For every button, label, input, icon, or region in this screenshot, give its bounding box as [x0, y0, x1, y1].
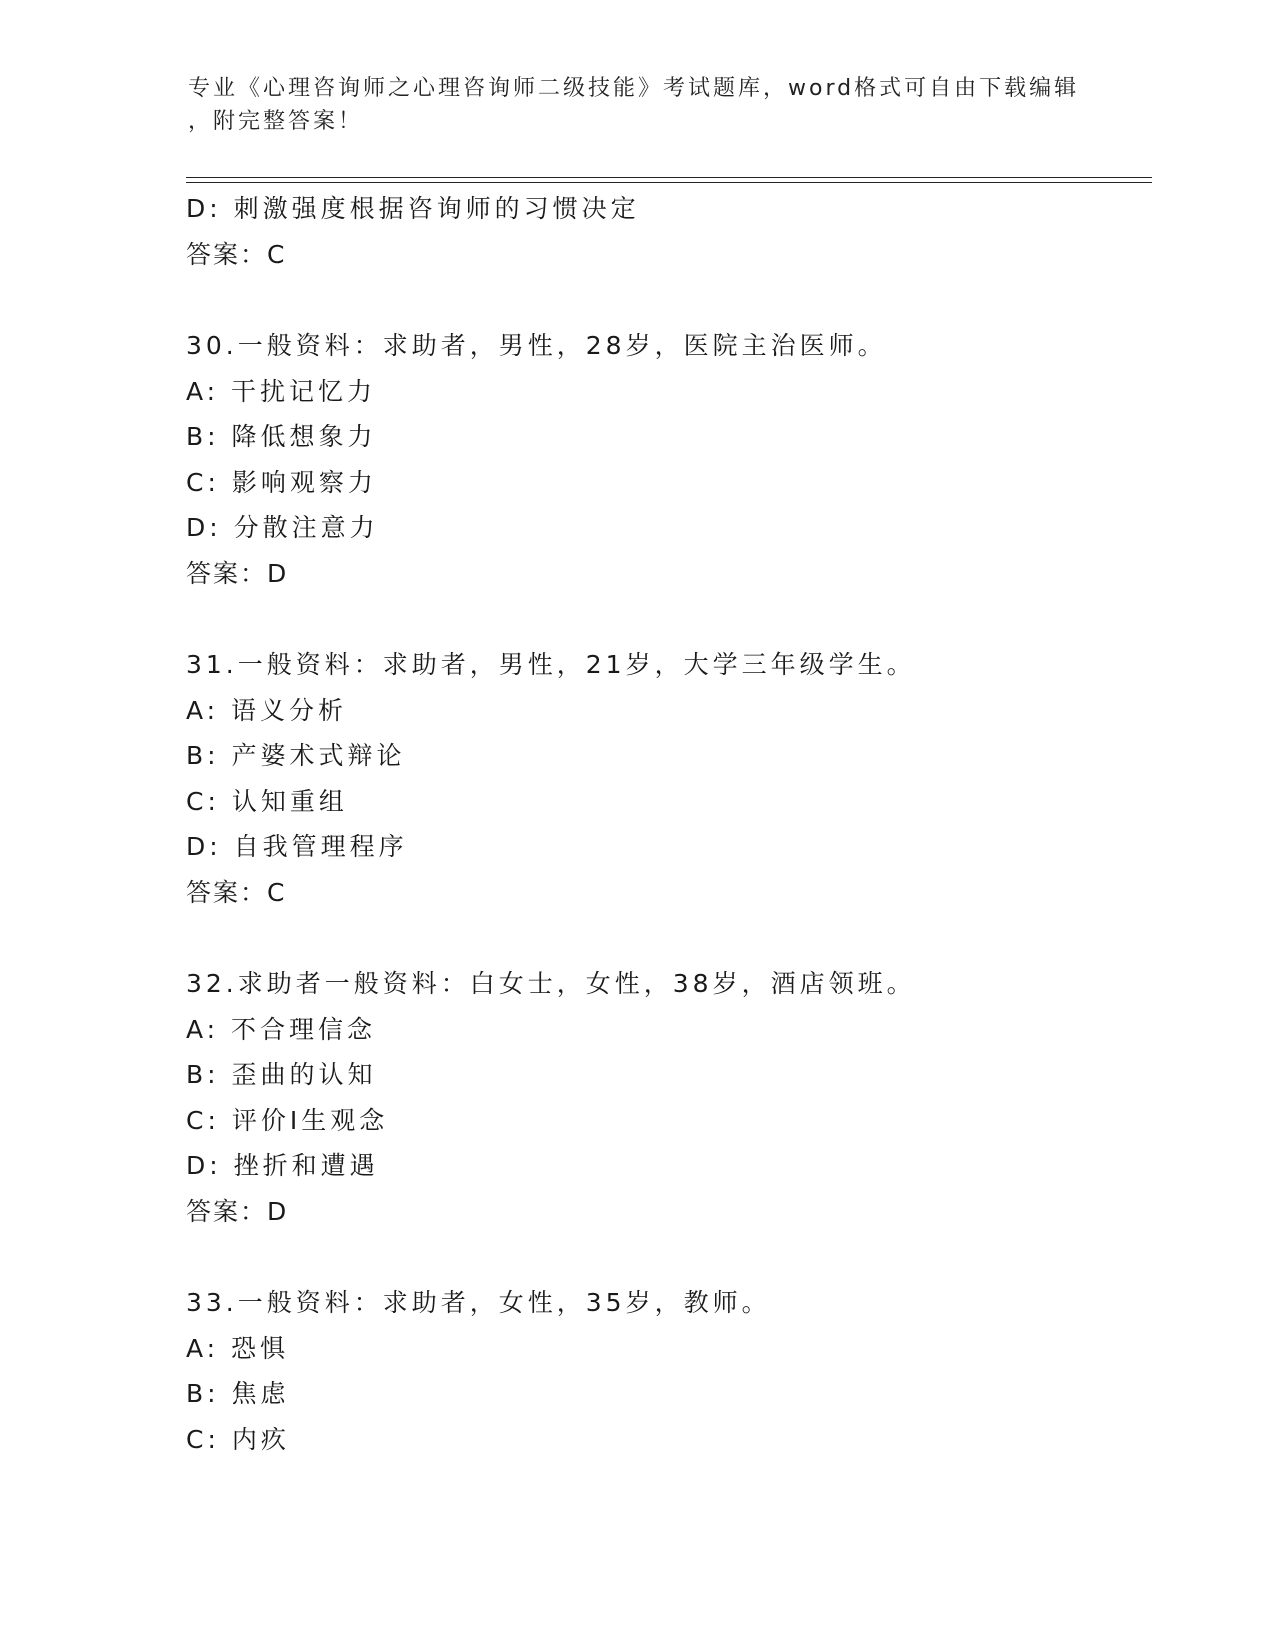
question-spacer	[186, 596, 1146, 642]
header-divider-bottom	[186, 182, 1152, 183]
answer-key: 答案：C	[186, 877, 287, 907]
answer-option: D: 刺激强度根据咨询师的习惯决定	[186, 194, 640, 223]
question-stem: 32.求助者一般资料：白女士，女性，38岁，酒店领班。	[186, 969, 916, 998]
answer-option: A: 干扰记忆力	[186, 376, 377, 406]
answer-option: C: 影响观察力	[186, 467, 377, 497]
answer-option: B: 歪曲的认知	[186, 1060, 377, 1089]
question-list	[186, 186, 1146, 1462]
answer-key: 答案：D	[186, 558, 289, 588]
answer-option: B: 产婆术式辩论	[186, 741, 406, 770]
header-line-2: ，附完整答案！	[188, 109, 364, 134]
question-spacer	[186, 915, 1146, 961]
header-line-1: 专业《心理咨询师之心理咨询师二级技能》考试题库，word格式可自由下载编辑	[188, 76, 1080, 101]
question-stem: 31.一般资料：求助者，男性，21岁，大学三年级学生。	[186, 650, 916, 679]
answer-option: C: 认知重组	[186, 786, 348, 816]
answer-option: B: 降低想象力	[186, 422, 377, 451]
answer-option: A: 恐惧	[186, 1333, 290, 1363]
question-stem: 33.一般资料：求助者，女性，35岁，教师。	[186, 1288, 771, 1317]
answer-option: B: 焦虑	[186, 1379, 290, 1408]
answer-option: D: 自我管理程序	[186, 832, 408, 861]
question-spacer	[186, 277, 1146, 323]
answer-key: 答案：D	[186, 1196, 289, 1226]
answer-option: C: 内疚	[186, 1424, 290, 1454]
document-header	[188, 72, 1088, 138]
question-spacer	[186, 1234, 1146, 1280]
answer-key: 答案：C	[186, 239, 287, 269]
answer-option: D: 分散注意力	[186, 513, 379, 542]
question-stem: 30.一般资料：求助者，男性，28岁，医院主治医师。	[186, 331, 887, 360]
answer-option: C: 评价I生观念	[186, 1105, 389, 1135]
answer-option: D: 挫折和遭遇	[186, 1151, 379, 1180]
answer-option: A: 不合理信念	[186, 1014, 377, 1044]
header-divider-top	[186, 177, 1152, 178]
answer-option: A: 语义分析	[186, 695, 348, 725]
